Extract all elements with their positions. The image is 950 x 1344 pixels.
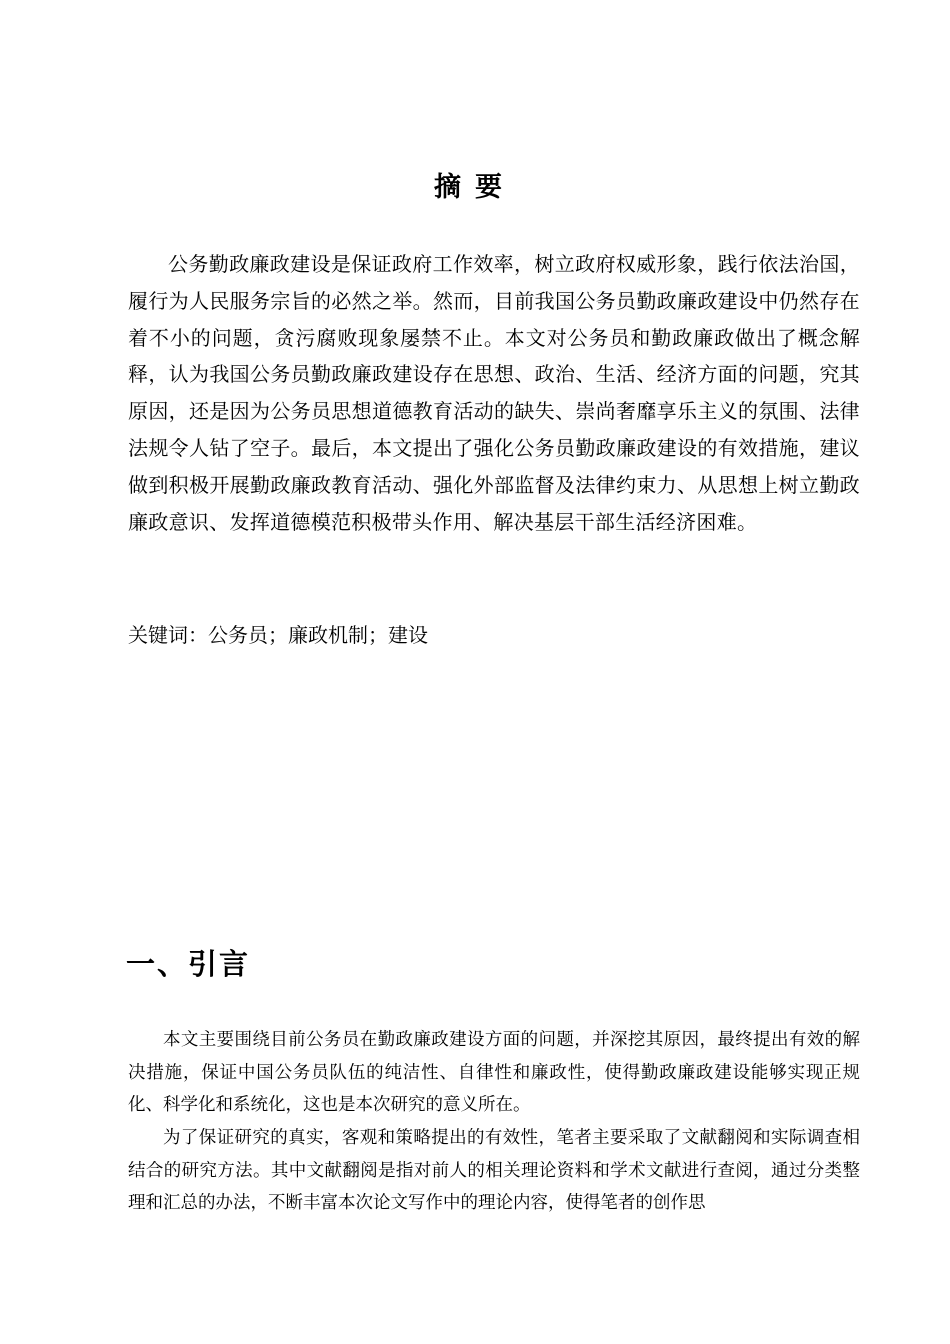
section-title-introduction: 一、引言 xyxy=(126,947,251,981)
abstract-body: 公务勤政廉政建设是保证政府工作效率，树立政府权威形象，践行依法治国，履行为人民服务宗旨的必然之举。然而，目前我国公务员勤政廉政建设中仍然存在着不小的问题，贪污腐败现象屡禁不止。本文对公务员和勤政廉政做出了概念解释，认为我国公务员勤政廉政建设存在思想、政治、生活、经济方面的问题，究其原因，还是因为公务员思想道德教育活动的缺失、崇尚奢靡享乐主义的氛围、法律法规令人钻了空子。最后，本文提出了强化公务员勤政廉政建设的有效措施，建议做到积极开展勤政廉政教育活动、强化外部监督及法律约束力、从思想上树立勤政廉政意识、发挥道德模范积极带头作用、解决基层干部生活经济困难。 xyxy=(128,252,860,534)
intro-paragraph-1: 本文主要围绕目前公务员在勤政廉政建设方面的问题，并深挖其原因，最终提出有效的解决措施，保证中国公务员队伍的纯洁性、自律性和廉政性，使得勤政廉政建设能够实现正规化、科学化和系统化，这也是本次研究的意义所在。 xyxy=(128,1030,860,1115)
intro-paragraph-2: 为了保证研究的真实，客观和策略提出的有效性，笔者主要采取了文献翻阅和实际调查相结合的研究方法。其中文献翻阅是指对前人的相关理论资料和学术文献进行查阅，通过分类整理和汇总的办法，不断丰富本次论文写作中的理论内容，使得笔者的创作思 xyxy=(128,1128,860,1213)
keywords-line: 关键词：公务员；廉政机制；建设 xyxy=(128,623,428,647)
abstract-title: 摘要 xyxy=(434,172,516,203)
